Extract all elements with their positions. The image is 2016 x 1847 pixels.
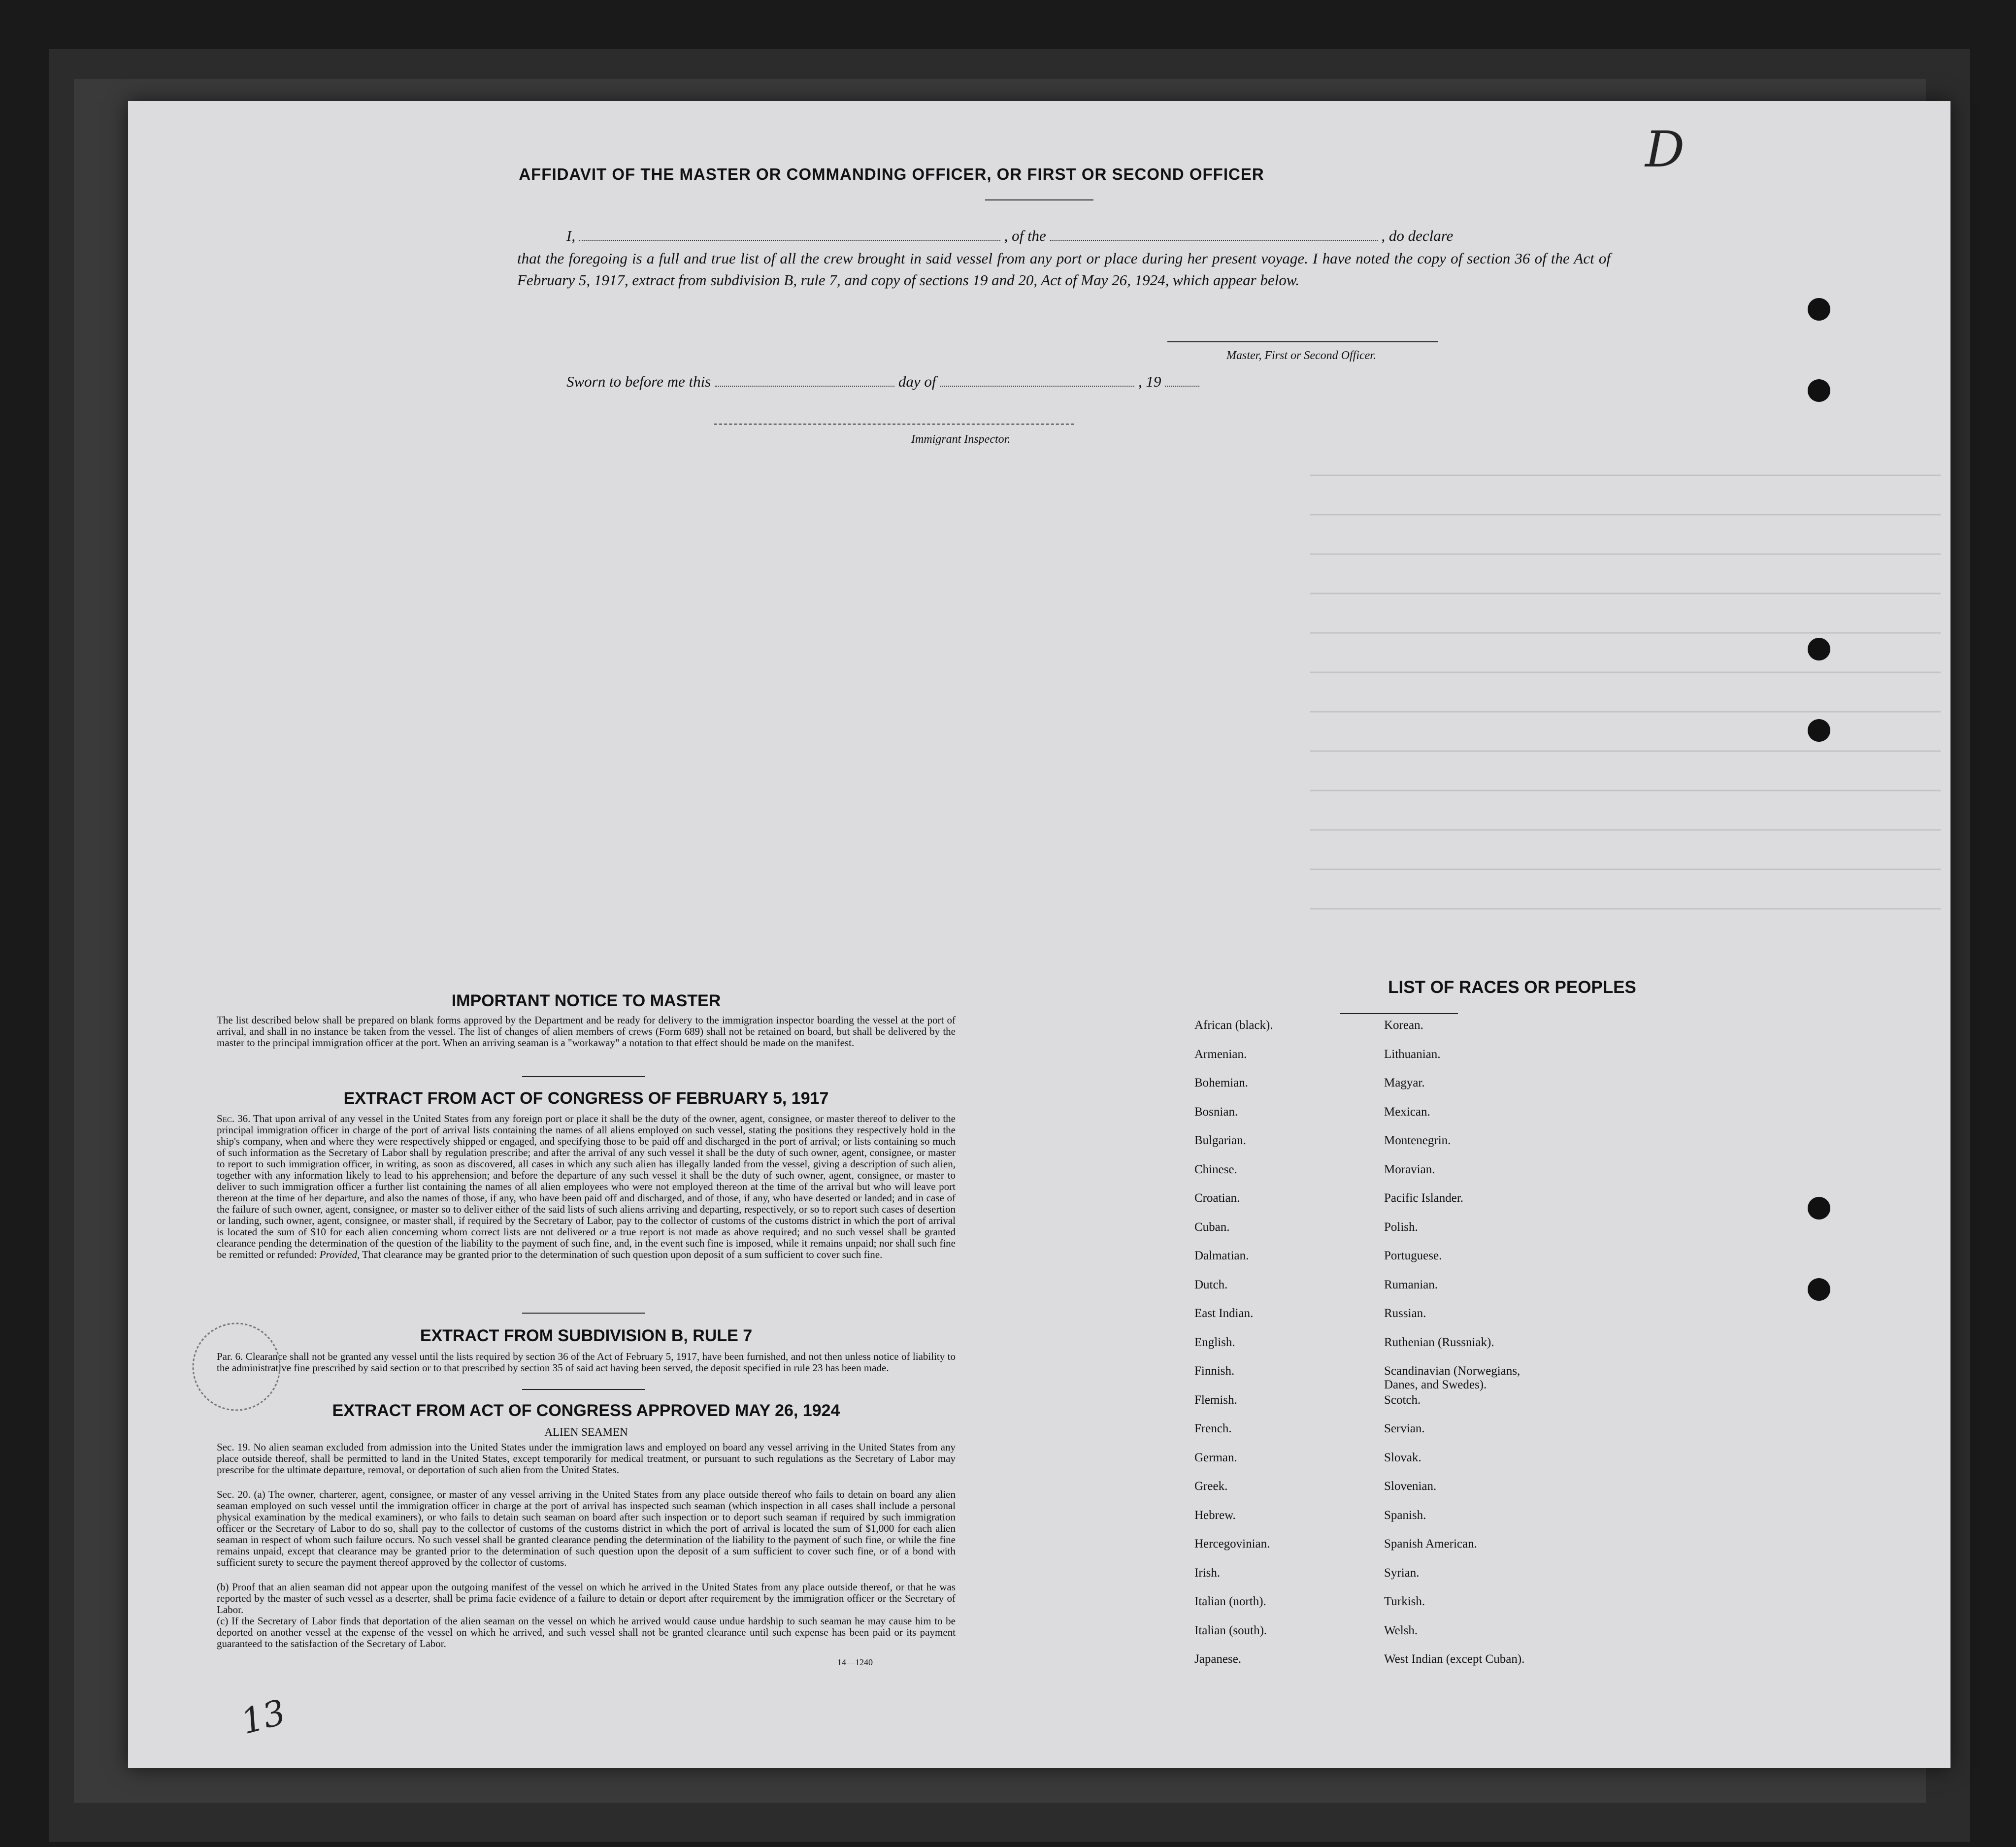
- race-item: Scotch.: [1384, 1393, 1421, 1407]
- race-item: Dutch.: [1194, 1278, 1228, 1291]
- form-number: 14—1240: [837, 1657, 873, 1667]
- race-item: Polish.: [1384, 1220, 1418, 1234]
- sec20a-text: Sec. 20. (a) The owner, charterer, agent, consignee, or master of any vessel arriving in the United States from any place outside thereof who fails to detain on board any alien seaman employed on such vessel until the immigration officer in charge at the port of arrival has inspected such seaman (which inspection in all cases shall include a personal physical examination by the medical examiners), or who fails to detain such seaman on board after such inspection or to deport such seaman if required by such immigration officer or the Secretary of Labor to do so, shall pay to the collector of customs of the customs district in which the port of arrival is located the sum of $1,000 for each alien seaman in respect of whom such failure occurs. No such vessel shall be granted clearance pending the determination of the liability to the payment of such fine, or while the fine remains unpaid, except that clearance may be granted prior to the determination of such question upon the deposit of a sum sufficient to cover such fine, or of a bond with sufficient surety to secure the payment thereof approved by the collector of customs.: [217, 1488, 956, 1568]
- punch-hole: [1808, 1197, 1830, 1220]
- sec20c-text: (c) If the Secretary of Labor finds that deportation of the alien seaman on the vessel on which he arrived would cause undue hardship to such seaman he may cause him to be deported on another vessel at the expense of the vessel on which he arrived, and such vessel shall not be granted clearance until such expense has been paid or its payment guaranteed to the satisfaction of the Secretary of Labor.: [217, 1615, 956, 1649]
- race-item: Bohemian.: [1194, 1076, 1249, 1089]
- sec20b-text: (b) Proof that an alien seaman did not appear upon the outgoing manifest of the vessel on which he arrived in the United States from any place outside thereof, or that he was reported by the master of such vessel as a deserter, shall be prima facie evidence of a failure to detain or deport after requirement by the immigration officer or the Secretary of Labor.: [217, 1581, 956, 1616]
- race-item: Chinese.: [1194, 1162, 1237, 1176]
- signature-label: Master, First or Second Officer.: [1226, 349, 1376, 362]
- race-item: Flemish.: [1194, 1393, 1237, 1407]
- race-item: Korean.: [1384, 1019, 1423, 1032]
- punch-hole: [1808, 379, 1830, 402]
- extract-1917-title: EXTRACT FROM ACT OF CONGRESS OF FEBRUARY 5, 1917: [343, 1089, 829, 1108]
- race-item: Armenian.: [1194, 1047, 1247, 1061]
- notice-title: IMPORTANT NOTICE TO MASTER: [451, 991, 721, 1010]
- sec36-text: That upon arrival of any vessel in the United States from any foreign port or place it shall be the duty of the owner, agent, consignee, or master thereof to deliver to the principal immigration officer in charge of the port of arrival lists containing the names of all aliens employed on such vessel, stating the positions they respectively hold in the ship's company, when and where they were respectively shipped or engaged, and specifying those to be paid off and discharged in the port of arrival; or lists containing so much of such information as the Secretary of Labor shall by regulation prescribe; and after the arrival of any such vessel it shall be the duty of such owner, agent, consignee, or master to report to such immigration officer, in writing, as soon as discovered, all cases in which any such alien has illegally landed from the vessel, giving a description of such alien, together with any information likely to lead to his apprehension; and before the departure of any such vessel it shall be the duty of such owner, agent, consignee, or master to deliver to such immigration officer a further list containing the names of all alien employees who were not employed thereon at the time of the arrival but who will leave port thereon at the time of her departure, and also the names of those, if any, who have been paid off and discharged, and of those, if any, who have deserted or landed; and in case of the failure of such owner, agent, consignee, or master so to deliver either of the said lists of such aliens arriving and departing, respectively, or so to report such cases of desertion or landing, such owner, agent, consignee, or master shall, if required by the Secretary of Labor, pay to the collector of customs of the customs district in which the port of arrival is located the sum of $10 for each alien concerning whom correct lists are not delivered or a true report is not made as above required; and no such vessel shall be granted clearance pending the determination of the question of the liability to the payment of such fine, and, in the event such fine is imposed, while it remains unpaid; nor shall such fine be remitted or refunded:: [217, 1113, 956, 1260]
- affidavit-title: AFFIDAVIT OF THE MASTER OR COMMANDING OFFICER, OR FIRST OR SECOND OFFICER: [519, 165, 1264, 183]
- inspector-line: [714, 424, 1074, 425]
- race-item: Italian (north).: [1194, 1595, 1266, 1608]
- affidavit-of-the: , of the: [1004, 227, 1046, 244]
- race-item: Italian (south).: [1194, 1623, 1267, 1637]
- rule7-body: Par. 6. Clearance shall not be granted any vessel until the lists required by section 36 of the Act of February 5, 1917, have been furnished, and not then unless notice of liability to the administrative fine prescribed by said section or to that prescribed by section 35 of said act having been served, the deposit specified in rule 23 has been made.: [217, 1351, 956, 1374]
- race-item: West Indian (except Cuban).: [1384, 1652, 1525, 1666]
- race-item: Hercegovinian.: [1194, 1537, 1270, 1550]
- sec36-end: That clearance may be granted prior to the determination of such question upon deposit of a sum sufficient to cover such fine.: [362, 1249, 883, 1260]
- races-rule: [1340, 1013, 1458, 1014]
- race-item: Mexican.: [1384, 1105, 1430, 1119]
- inspector-label: Immigrant Inspector.: [911, 433, 1011, 446]
- notice-rule: [522, 1076, 645, 1077]
- race-item: French.: [1194, 1422, 1232, 1435]
- handwritten-mark-bottom: 13: [236, 1691, 290, 1743]
- signature-line: [1167, 341, 1438, 342]
- blank-year[interactable]: [1165, 386, 1199, 387]
- extract-1917-body: [217, 1113, 956, 1260]
- race-item: Finnish.: [1194, 1364, 1235, 1378]
- sworn-label: Sworn to before me this: [566, 373, 711, 390]
- blank-month[interactable]: [940, 386, 1134, 387]
- race-item: Croatian.: [1194, 1191, 1240, 1205]
- race-item: Pacific Islander.: [1384, 1191, 1464, 1205]
- day-of-label: day of: [898, 373, 936, 390]
- race-item: Montenegrin.: [1384, 1134, 1451, 1147]
- punch-hole: [1808, 1278, 1830, 1301]
- race-item: Welsh.: [1384, 1623, 1418, 1637]
- race-item: East Indian.: [1194, 1307, 1254, 1320]
- year-label: , 19: [1138, 373, 1161, 390]
- race-item: Lithuanian.: [1384, 1047, 1441, 1061]
- race-item: English.: [1194, 1335, 1235, 1349]
- race-item: Magyar.: [1384, 1076, 1425, 1089]
- rule7-rule: [522, 1389, 645, 1390]
- sec19-text: Sec. 19. No alien seaman excluded from admission into the United States under the immigration laws and employed on board any vessel arriving in the United States from any place outside thereof, shall be permitted to land in the United States, except temporarily for medical treatment, or pursuant to such regulations as the Secretary of Labor may prescribe for the ultimate departure, removal, or deportation of such alien from the United States.: [217, 1441, 956, 1476]
- affidavit-i: I,: [566, 227, 576, 244]
- affidavit-line-1: [566, 225, 1606, 247]
- race-item: Spanish.: [1384, 1508, 1426, 1522]
- document-page: [128, 101, 1950, 1768]
- race-item: Portuguese.: [1384, 1249, 1442, 1262]
- punch-hole: [1808, 638, 1830, 660]
- race-item: Bulgarian.: [1194, 1134, 1246, 1147]
- race-item: Slovak.: [1384, 1451, 1421, 1464]
- sworn-line: [566, 371, 1199, 393]
- race-item: Greek.: [1194, 1480, 1228, 1493]
- blank-day[interactable]: [715, 386, 894, 387]
- notice-body: The list described below shall be prepared on blank forms approved by the Department and be ready for delivery to the immigration inspector boarding the vessel at the port of arrival, and shall in no instance be taken from the vessel. The list of changes of alien members of crews (Form 689) shall not be retained on board, but shall be delivered by the master to the principal immigration officer at the port. When an arriving seaman is a "workaway" a notation to that effect should be made on the manifest.: [217, 1014, 956, 1049]
- race-item: Hebrew.: [1194, 1508, 1236, 1522]
- punch-hole: [1808, 719, 1830, 742]
- affidavit-declare: , do declare: [1381, 227, 1454, 244]
- race-item: Moravian.: [1384, 1162, 1435, 1176]
- blank-vessel[interactable]: [1050, 240, 1378, 241]
- blank-name[interactable]: [579, 240, 1000, 241]
- race-item: Turkish.: [1384, 1595, 1425, 1608]
- race-item: Syrian.: [1384, 1566, 1420, 1580]
- race-item: Irish.: [1194, 1566, 1221, 1580]
- race-item: Ruthenian (Russniak).: [1384, 1335, 1494, 1349]
- race-item: German.: [1194, 1451, 1237, 1464]
- race-item: Japanese.: [1194, 1652, 1242, 1666]
- extract-1924-title: EXTRACT FROM ACT OF CONGRESS APPROVED MAY 26, 1924: [332, 1401, 840, 1420]
- provided-word: Provided,: [319, 1249, 360, 1260]
- sec36-label: Sec. 36.: [217, 1113, 251, 1124]
- race-item: Spanish American.: [1384, 1537, 1477, 1550]
- race-item: Dalmatian.: [1194, 1249, 1249, 1262]
- race-item: Rumanian.: [1384, 1278, 1438, 1291]
- races-title: LIST OF RACES OR PEOPLES: [1388, 978, 1636, 997]
- race-item: African (black).: [1194, 1019, 1273, 1032]
- punch-hole: [1808, 298, 1830, 321]
- race-item: Servian.: [1384, 1422, 1425, 1435]
- race-item: Scandinavian (Norwegians, Danes, and Swedes).: [1384, 1364, 1520, 1391]
- race-item: Bosnian.: [1194, 1105, 1238, 1119]
- race-item: Cuban.: [1194, 1220, 1230, 1234]
- affidavit-body: that the foregoing is a full and true list of all the crew brought in said vessel from any port or place during her present voyage. I have noted the copy of section 36 of the Act of February 5, 1917, extract from subdivision B, rule 7, and copy of sections 19 and 20, Act of May 26, 1924, which appear below.: [517, 250, 1611, 289]
- rule7-title: EXTRACT FROM SUBDIVISION B, RULE 7: [420, 1326, 753, 1345]
- race-item: Russian.: [1384, 1307, 1426, 1320]
- extract-1917-rule: [522, 1313, 645, 1314]
- title-rule: [985, 199, 1093, 200]
- alien-seamen-subtitle: ALIEN SEAMEN: [544, 1426, 628, 1438]
- race-item: Slovenian.: [1384, 1480, 1437, 1493]
- handwritten-mark-top: D: [1645, 121, 1685, 178]
